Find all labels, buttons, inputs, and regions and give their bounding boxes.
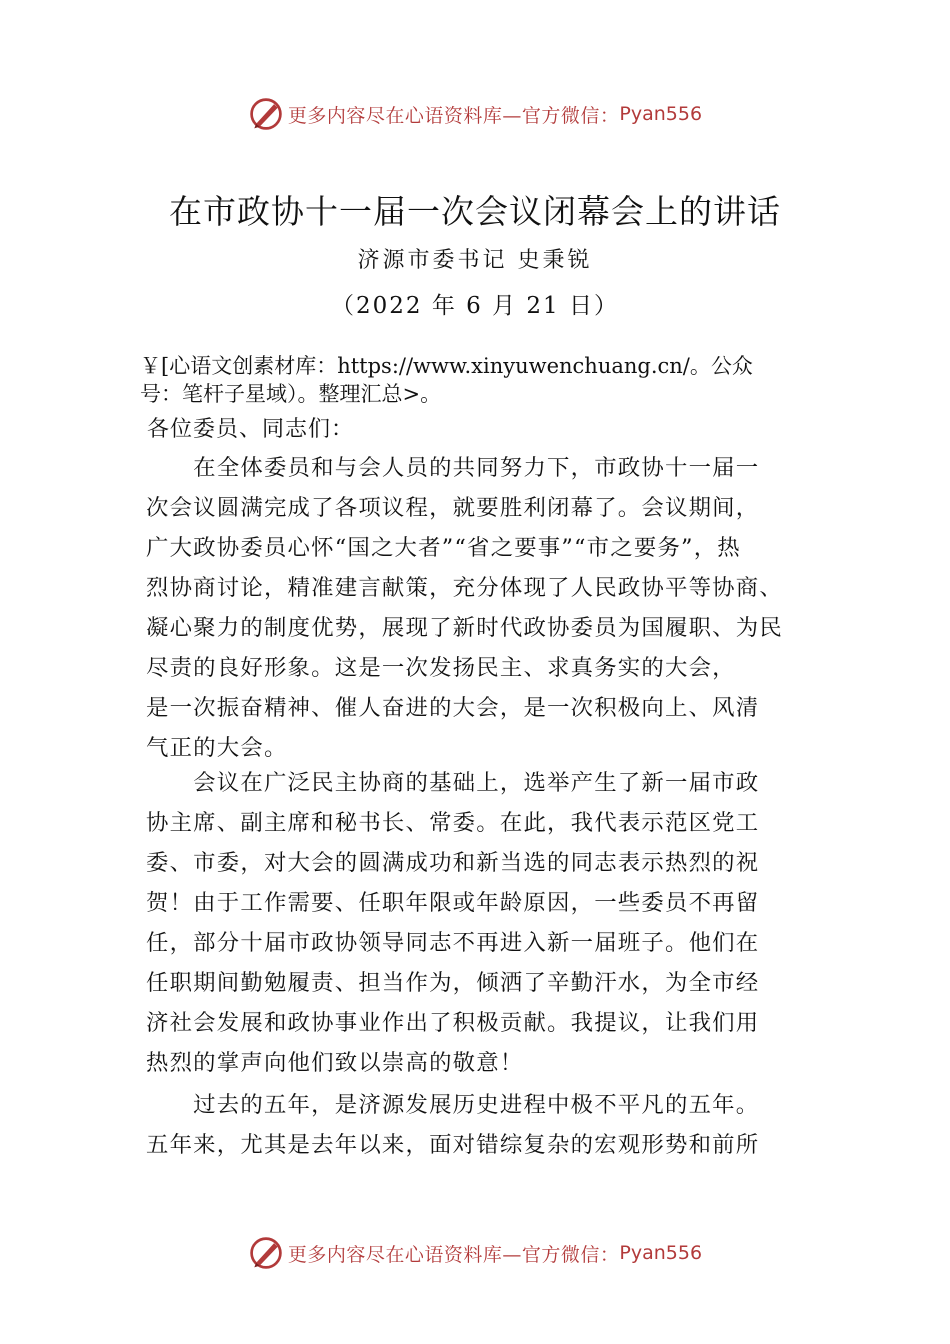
banner-text: 更多内容尽在心语资料库—官方微信： xyxy=(287,104,620,127)
text-line: 五年来，尤其是去年以来，面对错综复杂的宏观形势和前所 xyxy=(146,1132,760,1158)
text-line: 热烈的掌声向他们致以崇高的敬意！ xyxy=(146,1050,524,1076)
source-line: ￥[心语文创素材库：https://www.xinyuwenchuang.cn/。公众 xyxy=(140,354,753,378)
pen-circle-logo-icon xyxy=(248,96,284,132)
document-date: （2022 年 6 月 21 日） xyxy=(331,293,619,319)
paragraph-3 xyxy=(146,1085,810,1165)
text-line: 任，部分十届市政协领导同志不再进入新一届班子。他们在 xyxy=(146,930,760,956)
text-line: 尽责的良好形象。这是一次发扬民主、求真务实的大会， xyxy=(146,655,736,681)
document-author: 济源市委书记 史秉锐 xyxy=(357,248,593,273)
text-line: 在全体委员和与会人员的共同努力下，市政协十一届一 xyxy=(146,455,760,481)
text-line: 济社会发展和政协事业作出了积极贡献。我提议，让我们用 xyxy=(146,1010,760,1036)
paragraph-2 xyxy=(146,763,810,1083)
text-line: 任职期间勤勉履责、担当作为，倾洒了辛勤汗水，为全市经 xyxy=(146,970,760,996)
text-line: 过去的五年，是济源发展历史进程中极不平凡的五年。 xyxy=(146,1092,760,1118)
text-line: 协主席、副主席和秘书长、常委。在此，我代表示范区党工 xyxy=(146,810,760,836)
text-line: 会议在广泛民主协商的基础上，选举产生了新一届市政 xyxy=(146,770,760,796)
document-title: 在市政协十一届一次会议闭幕会上的讲话 xyxy=(169,192,781,231)
paragraph-1 xyxy=(146,448,810,768)
banner-text: 更多内容尽在心语资料库—官方微信： xyxy=(287,1243,620,1266)
text-line: 贺！由于工作需要、任职年限或年龄原因，一些委员不再留 xyxy=(146,890,760,916)
text-line: 委、市委，对大会的圆满成功和新当选的同志表示热烈的祝 xyxy=(146,850,760,876)
source-note xyxy=(140,352,840,408)
text-line: 次会议圆满完成了各项议程，就要胜利闭幕了。会议期间， xyxy=(146,495,760,521)
text-line: 是一次振奋精神、催人奋进的大会，是一次积极向上、风清 xyxy=(146,695,760,721)
text-line: 烈协商讨论，精准建言献策，充分体现了人民政协平等协商、 xyxy=(146,575,783,601)
salutation: 各位委员、同志们： xyxy=(147,417,355,442)
footer-banner xyxy=(0,1233,950,1273)
text-line: 凝心聚力的制度优势，展现了新时代政协委员为国履职、为民 xyxy=(146,615,783,641)
banner-wechat-id: Pyan556 xyxy=(619,103,703,125)
text-line: 广大政协委员心怀“国之大者”“省之要事”“市之要务”，热 xyxy=(146,535,741,561)
pen-circle-logo-icon xyxy=(248,1235,284,1271)
banner-wechat-id: Pyan556 xyxy=(619,1242,703,1264)
header-banner xyxy=(0,94,950,134)
source-line: 号：笔杆子星域）。整理汇总>。 xyxy=(140,382,442,406)
text-line: 气正的大会。 xyxy=(146,735,288,761)
